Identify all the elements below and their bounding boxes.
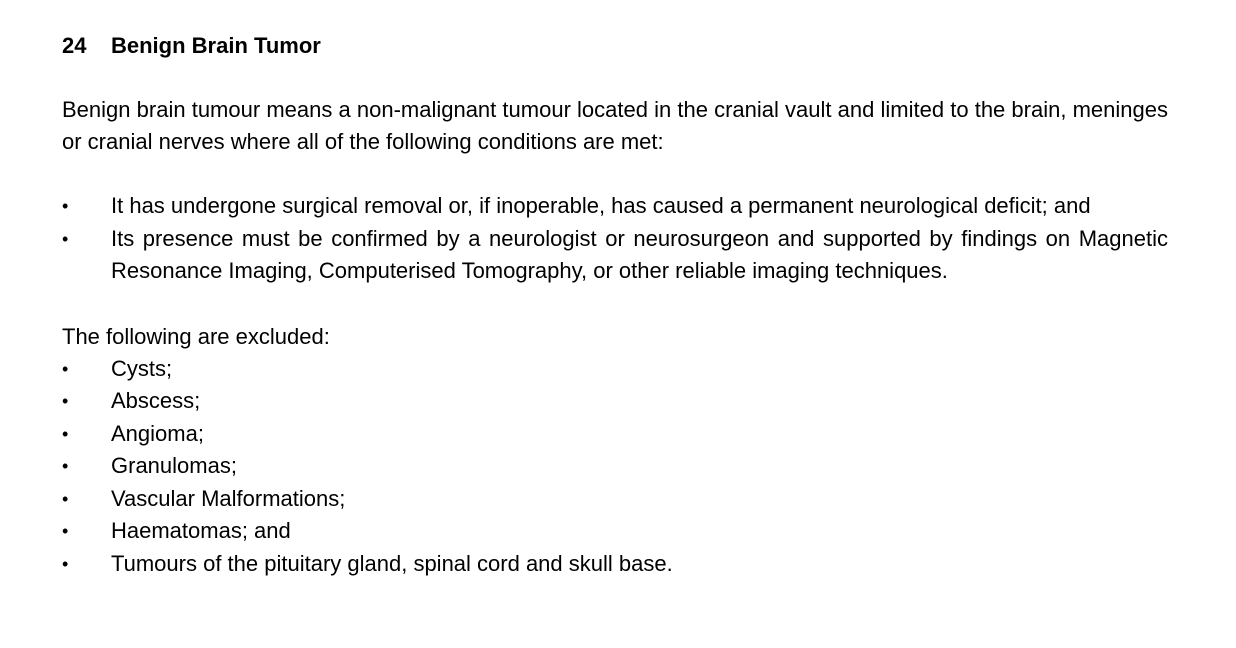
exclusion-item	[62, 450, 1168, 483]
exclusion-text: Haematomas; and	[111, 518, 291, 543]
conditions-list	[62, 190, 1168, 288]
document-page	[62, 30, 1168, 580]
bullet-icon: •	[62, 553, 69, 574]
bullet-icon: •	[62, 196, 69, 216]
section-title: Benign Brain Tumor	[111, 33, 321, 58]
condition-text: It has undergone surgical removal or, if inoperable, has caused a permanent neurological deficit; and	[111, 193, 1091, 218]
exclusion-item	[62, 418, 1168, 451]
bullet-icon: •	[62, 488, 69, 509]
condition-item	[62, 190, 1168, 223]
exclusion-text: Angioma;	[111, 420, 204, 446]
bullet-icon: •	[62, 391, 69, 411]
exclusion-text: Tumours of the pituitary gland, spinal cord and skull base.	[111, 550, 673, 576]
bullet-icon: •	[62, 456, 69, 476]
condition-item	[62, 223, 1168, 288]
bullet-icon: •	[62, 423, 69, 444]
exclusion-item	[62, 515, 1168, 548]
exclusion-text: Abscess;	[111, 388, 201, 413]
definition-paragraph: Benign brain tumour means a non-malignant tumour located in the cranial vault and limited to the brain, meninges or cranial nerves where all of the following conditions are met:	[62, 97, 1168, 154]
exclusion-item	[62, 548, 1168, 581]
exclusion-item	[62, 353, 1168, 386]
exclusions-intro: The following are excluded:	[62, 323, 330, 349]
exclusion-item	[62, 385, 1168, 418]
exclusion-text: Cysts;	[111, 355, 173, 381]
exclusions-list	[62, 353, 1168, 581]
bullet-icon: •	[62, 228, 69, 249]
section-number: 24	[62, 33, 87, 58]
exclusion-text: Vascular Malformations;	[111, 485, 346, 511]
bullet-icon: •	[62, 521, 69, 541]
section-heading	[62, 30, 1168, 62]
condition-text: Its presence must be confirmed by a neurologist or neurosurgeon and supported by findings on Magnetic Resonance Imaging, Computerised Tomography, or other reliable imaging techniques.	[111, 225, 1168, 283]
exclusion-item	[62, 483, 1168, 516]
bullet-icon: •	[62, 358, 69, 379]
exclusion-text: Granulomas;	[111, 453, 237, 478]
